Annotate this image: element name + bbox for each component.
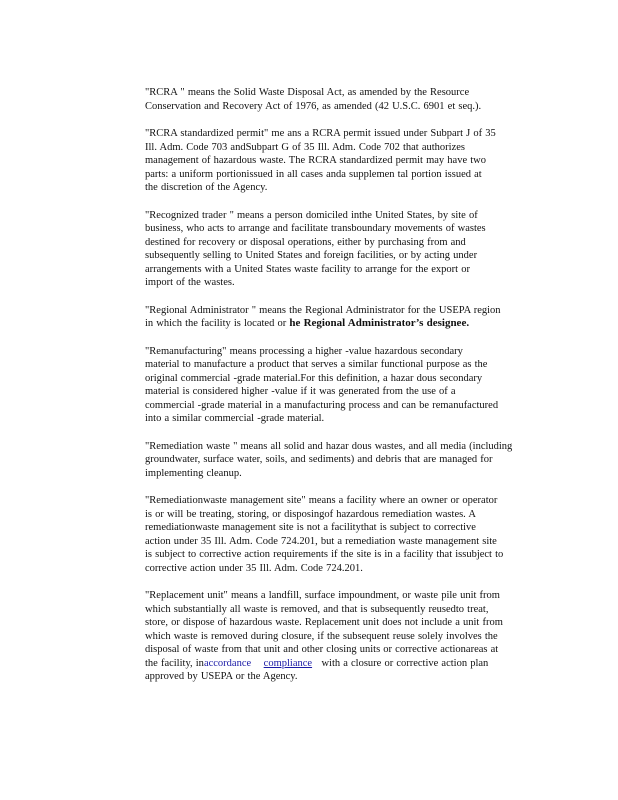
text-line: destined for recovery or disposal operations, either by purchasing from and <box>145 236 466 248</box>
text-line: "Remediationwaste management site" means a facility where an owner or operator <box>145 495 498 506</box>
text-line: "Replacement unit" means a landfill, surface impoundment, or waste pile unit from <box>145 590 500 601</box>
text-line: remediationwaste management site is not a facilitythat is subject to corrective <box>145 522 476 533</box>
text-line: "RCRA " means the Solid Waste Disposal Act, as amended by the Resource <box>145 87 470 98</box>
accordance-link[interactable]: accordance <box>203 657 252 669</box>
text-line-with-links <box>145 657 547 671</box>
text-segment: with a closure or corrective action plan <box>321 657 489 669</box>
text-line: parts: a uniform portionissued in all cases anda supplemen tal portion issued at <box>145 168 482 180</box>
text-line: disposal of waste from that unit and other closing units or corrective actionareas at <box>145 644 499 655</box>
definition-rcra <box>145 86 547 113</box>
document-body <box>145 86 547 698</box>
text-line: action under 35 Ill. Adm. Code 724.201, but a remediation waste management site <box>145 535 497 547</box>
text-line: store, or dispose of hazardous waste. Replacement unit does not include a unit from <box>145 617 503 628</box>
definition-recognized-trader <box>145 209 547 290</box>
text-line: material is considered higher -value if it was generated from the use of a <box>145 386 456 397</box>
text-line: arrangements with a United States waste facility to arrange for the export or <box>145 263 470 275</box>
text-line: management of hazardous waste. The RCRA standardized permit may have two <box>145 155 486 166</box>
definition-regional-administrator <box>145 304 547 331</box>
text-line: original commercial -grade material.For this definition, a hazar dous secondary <box>145 372 483 384</box>
text-line: commercial -grade material in a manufacturing process and can be remanufactured <box>145 399 499 411</box>
text-line: is or will be treating, storing, or disposingof hazardous remediation wastes. A <box>145 508 476 520</box>
text-line: "RCRA standardized permit" me ans a RCRA permit issued under Subpart J of 35 <box>145 128 496 139</box>
text-line: "Remanufacturing" means processing a higher -value hazardous secondary <box>145 345 463 357</box>
text-line: subsequently selling to United States and foreign facilities, or by acting under <box>145 250 478 261</box>
text-line: is subject to corrective action requirements if the site is in a facility that issubject to <box>145 549 504 560</box>
text-line: which substantially all waste is removed, and that is subsequently reusedto treat, <box>145 603 489 615</box>
text-line: into a similar commercial -grade material. <box>145 413 325 424</box>
text-line: import of the wastes. <box>145 277 235 288</box>
text-line: "Remediation waste " means all solid and hazar dous wastes, and all media (including <box>145 440 513 452</box>
text-line: approved by USEPA or the Agency. <box>145 671 298 682</box>
text-segment: the facility, in <box>145 657 204 669</box>
text-line: Conservation and Recovery Act of 1976, as amended (42 U.S.C. 6901 et seq.). <box>145 100 482 112</box>
text-line: material to manufacture a product that serves a similar functional purpose as the <box>145 359 488 370</box>
text-segment: in which the facility is located or <box>145 318 287 329</box>
text-line: groundwater, surface water, soils, and sediments) and debris that are managed for <box>145 454 493 465</box>
text-line: "Regional Administrator " means the Regional Administrator for the USEPA region <box>145 304 501 316</box>
text-line: "Recognized trader " means a person domiciled inthe United States, by site of <box>145 209 478 221</box>
text-line: which waste is removed during closure, if the subsequent reuse solely involves the <box>145 630 498 642</box>
compliance-link[interactable]: compliance <box>263 657 313 669</box>
definition-remediation-waste <box>145 440 547 481</box>
text-line: business, who acts to arrange and facilitate transboundary movements of wastes <box>145 223 486 234</box>
definition-rcra-standardized-permit <box>145 127 547 195</box>
definition-remanufacturing <box>145 345 547 426</box>
definition-replacement-unit <box>145 589 547 684</box>
text-line: implementing cleanup. <box>145 467 242 479</box>
text-line: corrective action under 35 Ill. Adm. Code 724.201. <box>145 562 363 574</box>
text-line: Ill. Adm. Code 703 andSubpart G of 35 Ill. Adm. Code 702 that authorizes <box>145 141 466 153</box>
text-line-with-tail <box>145 317 547 331</box>
designee-text: he Regional Administrator’s designee. <box>289 317 470 329</box>
text-line: the discretion of the Agency. <box>145 182 268 193</box>
definition-remediation-waste-management-site <box>145 494 547 575</box>
